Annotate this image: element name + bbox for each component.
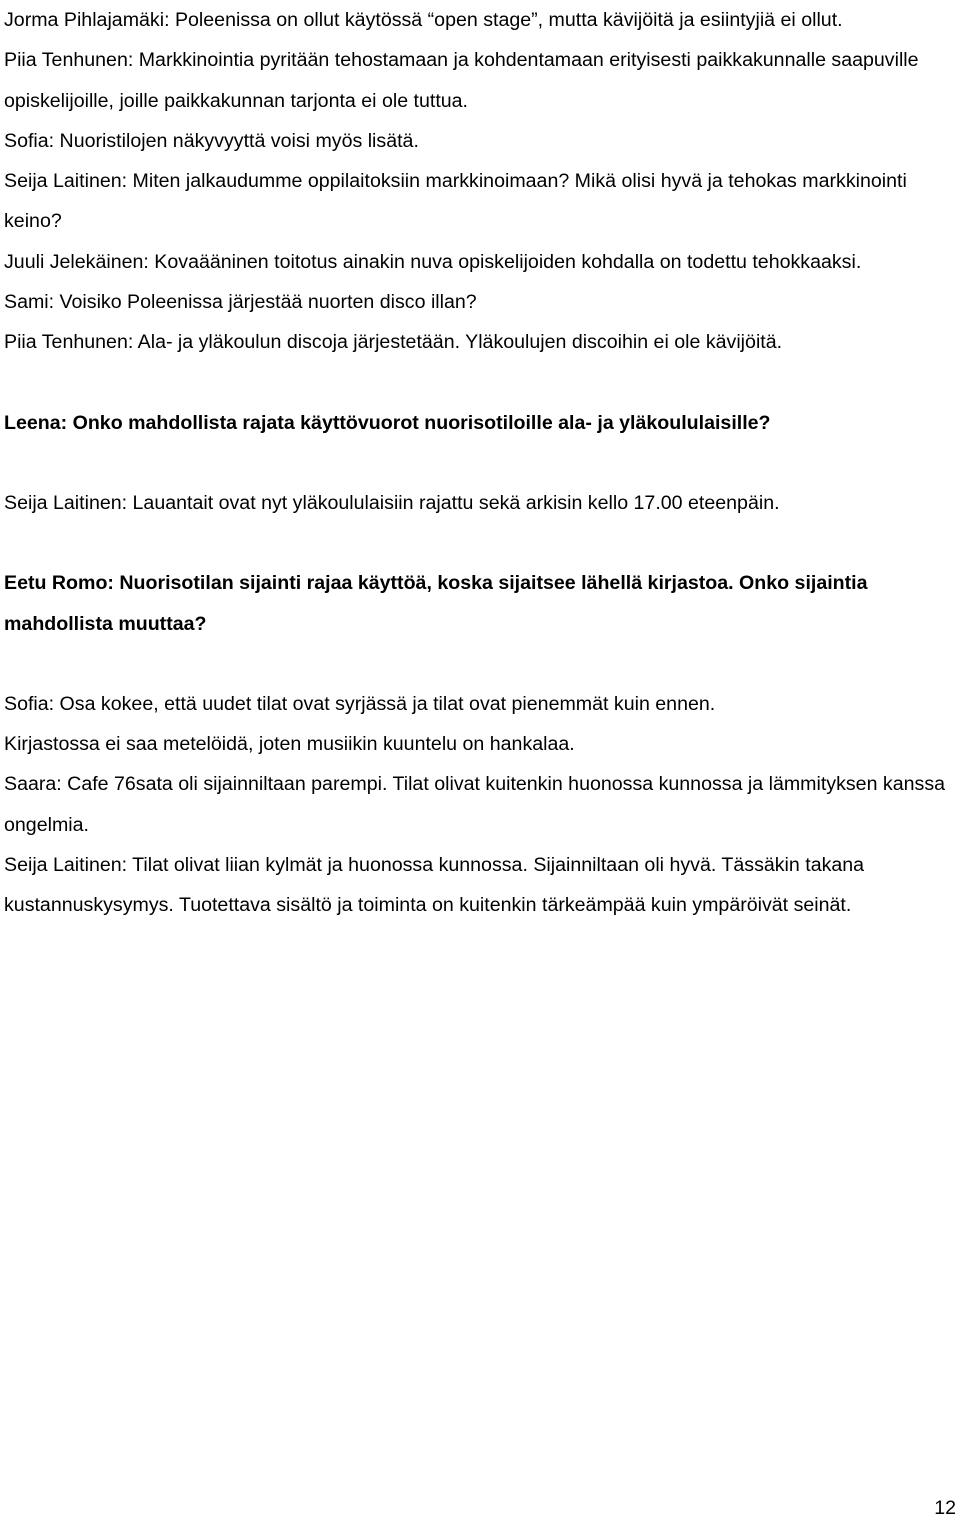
question-paragraph: Leena: Onko mahdollista rajata käyttövuorot nuorisotiloille ala- ja yläkoululaisille? — [4, 411, 771, 434]
paragraph: Seija Laitinen: Miten jalkaudumme oppilaitoksiin markkinoimaan? Mikä olisi hyvä ja tehokas markkinointi keino? — [4, 170, 907, 233]
paragraph: Kirjastossa ei saa metelöidä, joten musiikin kuuntelu on hankalaa. — [4, 733, 575, 756]
paragraph: Piia Tenhunen: Ala- ja yläkoulun discoja järjestetään. Yläkoulujen discoihin ei ole kävijöitä. — [4, 331, 783, 354]
paragraph-spacer — [4, 644, 954, 684]
page-number: 12 — [934, 1497, 956, 1519]
paragraph: Piia Tenhunen: Markkinointia pyritään tehostamaan ja kohdentamaan erityisesti paikkakunnalle saapuville opiskelijoille, joille paikkakunnan tarjonta ei ole tuttua. — [4, 49, 919, 112]
paragraph: Juuli Jelekäinen: Kovaääninen toitotus ainakin nuva opiskelijoiden kohdalla on todettu tehokkaaksi. — [4, 250, 862, 273]
paragraph: Sofia: Osa kokee, että uudet tilat ovat syrjässä ja tilat ovat pienemmät kuin ennen. — [4, 692, 716, 715]
paragraph: Jorma Pihlajamäki: Poleenissa on ollut käytössä “open stage”, mutta kävijöitä ja esiintyjiä ei ollut. — [4, 9, 843, 31]
paragraph-spacer — [4, 363, 954, 403]
paragraph: Saara: Cafe 76sata oli sijainniltaan parempi. Tilat olivat kuitenkin huonossa kunnossa ja lämmityksen kanssa ongelmia. — [4, 773, 946, 836]
paragraph-spacer — [4, 443, 954, 483]
paragraph: Sofia: Nuoristilojen näkyvyyttä voisi myös lisätä. — [4, 129, 419, 152]
paragraph: Seija Laitinen: Tilat olivat liian kylmät ja huonossa kunnossa. Sijainniltaan oli hyvä. Tässäkin takana kustannuskysymys. Tuotettava sisältö ja toiminta on kuitenkin tärkeämpää kuin ympäröivät seinät. — [4, 854, 865, 917]
paragraph-spacer — [4, 523, 954, 563]
document-page — [4, 0, 954, 926]
question-paragraph: Eetu Romo: Nuorisotilan sijainti rajaa käyttöä, koska sijaitsee lähellä kirjastoa. Onko sijaintia mahdollista muuttaa? — [4, 572, 868, 635]
paragraph: Seija Laitinen: Lauantait ovat nyt yläkoululaisiin rajattu sekä arkisin kello 17.00 eteenpäin. — [4, 491, 780, 514]
paragraph: Sami: Voisiko Poleenissa järjestää nuorten disco illan? — [4, 291, 477, 314]
